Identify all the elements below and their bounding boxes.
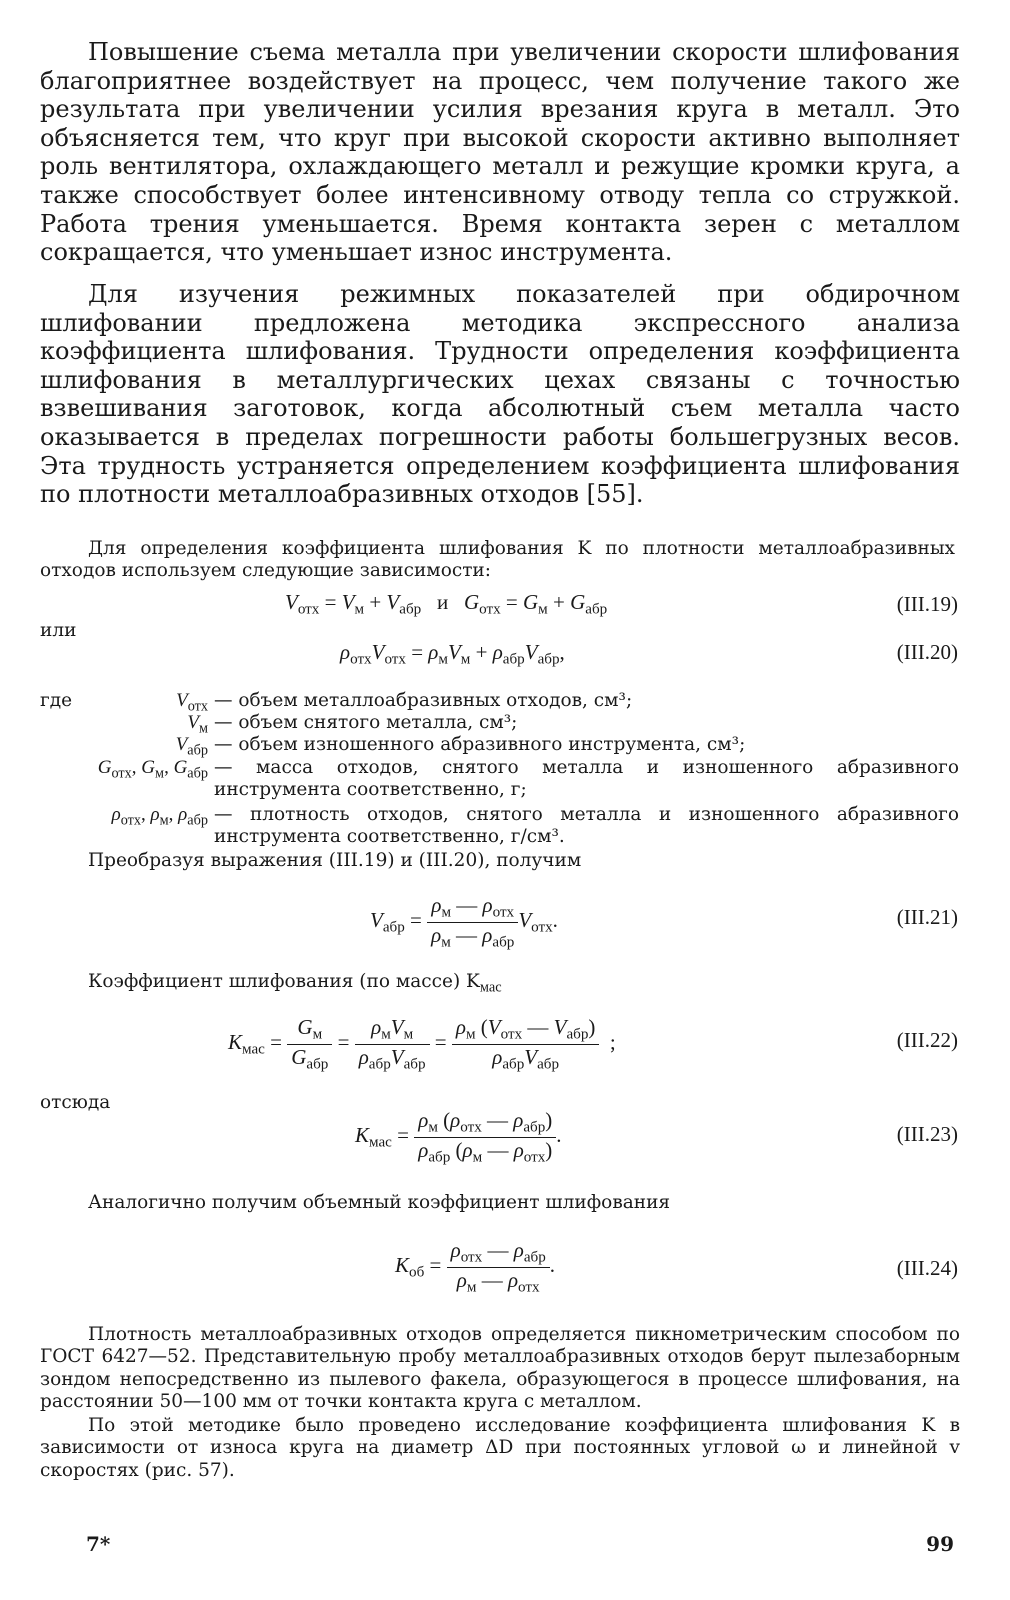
word-or: или xyxy=(40,620,77,641)
paragraph-5-text: Коэффициент шлифования (по массе) K xyxy=(88,971,480,992)
paragraph-3: Для определения коэффициента шлифования K по плотности металлоабразивных отходов используем следующие зависимости: xyxy=(40,538,955,582)
equation-19: $V_{отх} = V_м + V_{абр}$ и $G_{отх} = G_м + G_{абр}$ xyxy=(285,590,608,618)
def-text-rho: — плотность отходов, снятого металла и изношенного абразивного инструмента соответственно, г/см³. xyxy=(214,804,959,848)
equation-23: $K_{мас}$ = $\frac{\rho_м (\rho_{отх} — \rho_{абр})}{\rho_{абр} (\rho_м — \rho_{отх})}$ . xyxy=(355,1108,562,1166)
word-hence: отсюда xyxy=(40,1092,111,1113)
equation-number-19: (III.19) xyxy=(896,592,958,616)
equation-22: $K_{мас}$ = $\frac{G_м}{G_{абр}}$ = $\frac{\rho_мV_м}{\rho_{абр}V_{абр}}$ = $\frac{\rho_м (V_{отх} — V_{абр})}{\rho_{абр}V_{абр}}$ ; xyxy=(228,1015,616,1073)
equation-21: $V_{абр}$ = $\frac{\rho_м — \rho_{отх}}{\rho_м — \rho_{абр}}$ $V_{отх}$. xyxy=(370,893,558,951)
page-number: 99 xyxy=(926,1532,954,1556)
def-symbol-v-otx: $V_{отх}$ xyxy=(176,690,208,715)
paragraph-8: По этой методике было проведено исследование коэффициента шлифования K в зависимости от износа круга на диаметр ΔD при постоянных угловой ω и линейной v скоростях (рис. 57). xyxy=(40,1415,960,1481)
equation-20: $\rho_{отх}V_{отх} = \rho_мV_м + \rho_{абр}V_{абр}$, xyxy=(340,640,565,668)
paragraph-2: Для изучения режимных показателей при обдирочном шлифовании предложена методика экспрессного анализа коэффициента шлифования. Трудности определения коэффициента шлифования в металлургических цехах связаны с точностью взвешивания заготовок, когда абсолютный съем металла часто оказывается в пределах погрешности работы большегрузных весов. Эта трудность устраняется определением коэффициента шлифования по плотности металлоабразивных отходов [55]. xyxy=(40,280,960,509)
equation-number-22: (III.22) xyxy=(896,1028,958,1052)
paragraph-1: Повышение съема металла при увеличении скорости шлифования благоприятнее воздействует на процесс, чем получение такого же результата при увеличении усилия врезания круга в металл. Это объясняется тем, что круг при высокой скорости активно выполняет роль вентилятора, охлаждающего металл и режущие кромки круга, а также способствует более интенсивному отводу тепла со стружкой. Работа трения уменьшается. Время контакта зерен с металлом сокращается, что уменьшает износ инструмента. xyxy=(40,38,960,267)
def-text-v-otx: — объем металлоабразивных отходов, см³; xyxy=(214,690,633,711)
paragraph-4: Преобразуя выражения (III.19) и (III.20), получим xyxy=(88,850,582,871)
def-text-g: — масса отходов, снятого металла и изношенного абразивного инструмента соответственно, г; xyxy=(214,757,959,801)
equation-number-23: (III.23) xyxy=(896,1122,958,1146)
word-and: и xyxy=(436,590,449,614)
equation-number-24: (III.24) xyxy=(896,1256,958,1280)
equation-24: $K_{об}$ = $\frac{\rho_{отх} — \rho_{абр}}{\rho_м — \rho_{отх}}$ . xyxy=(395,1238,556,1296)
equation-number-20: (III.20) xyxy=(896,640,958,664)
signature-mark: 7* xyxy=(86,1532,111,1556)
semicolon: ; xyxy=(609,1029,616,1054)
paragraph-7: Плотность металлоабразивных отходов определяется пикнометрическим способом по ГОСТ 6427—52. Представительную пробу металлоабразивных отходов берут пылезаборным зондом непосредственно из пылевого факела, образующегося в процессе шлифования, на расстоянии 50—100 мм от точки контакта круга с металлом. xyxy=(40,1324,960,1412)
def-symbol-v-m: $V_м$ xyxy=(187,712,208,737)
def-text-v-abr: — объем изношенного абразивного инструмента, см³; xyxy=(214,734,746,755)
paragraph-5: Коэффициент шлифования (по массе) $K_{мас}$ xyxy=(88,971,502,996)
def-symbol-v-abr: $V_{абр}$ xyxy=(175,734,208,759)
def-text-v-m: — объем снятого металла, см³; xyxy=(214,712,518,733)
def-symbol-g: $G_{отх}$, $G_м$, $G_{абр}$ xyxy=(97,757,208,782)
equation-number-21: (III.21) xyxy=(896,905,958,929)
def-symbol-rho: $\rho_{отх}$, $\rho_м$, $\rho_{абр}$ xyxy=(111,804,208,829)
paragraph-6: Аналогично получим объемный коэффициент шлифования xyxy=(88,1192,671,1213)
word-where: где xyxy=(40,690,73,711)
